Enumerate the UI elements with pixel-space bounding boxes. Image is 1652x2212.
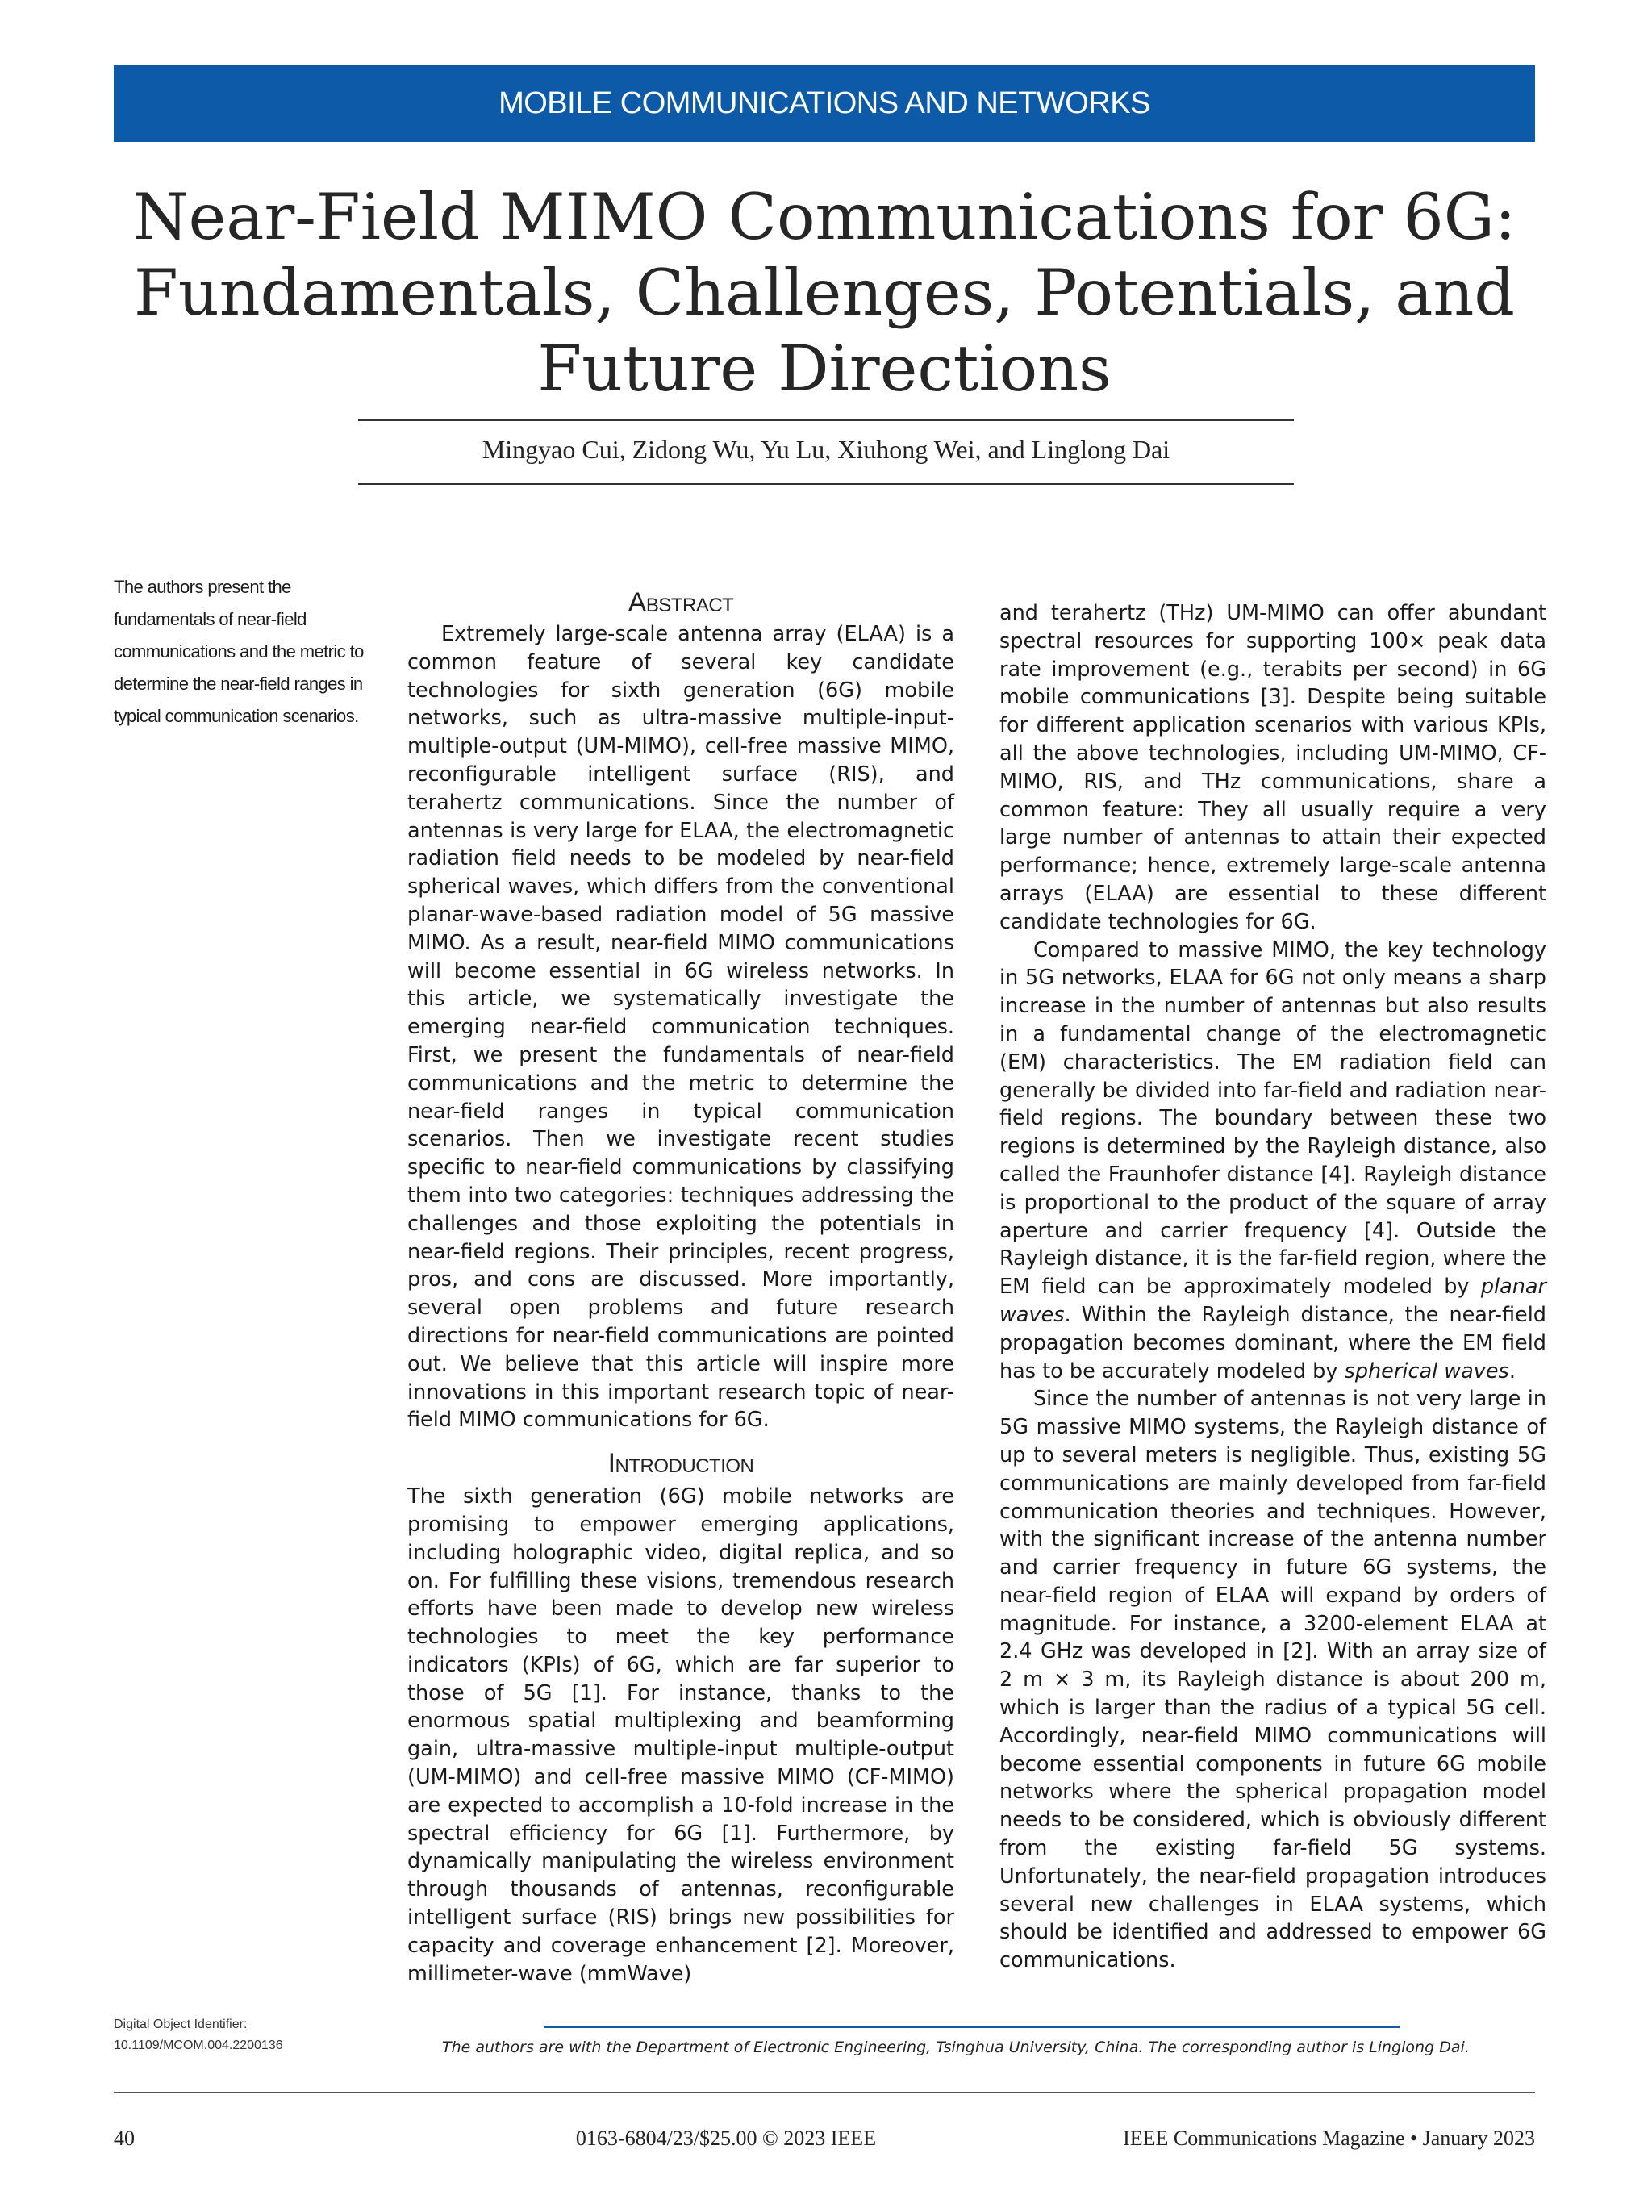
intro-paragraph-1-cont: and terahertz (THz) UM-MIMO can offer abundant spectral resources for supporting 100× peak data rate improvement (e.g., terabits per second) in 6G mobile communications [3]. Despite being suitable for different application scenarios with various KPIs, all the above technologies, including UM-MIMO, CF-MIMO, RIS, and THz communications, share a common feature: They all usually require a very large number of antennas to attain their expected performance; hence, extremely large-scale antenna arrays (ELAA) are essential to these different candidate technologies for 6G. (999, 601, 1546, 934)
doi-label: Digital Object Identifier: (114, 2018, 248, 2031)
intro-paragraph-2-a: Compared to massive MIMO, the key technology in 5G networks, ELAA for 6G not only means a sharp increase in the number of antennas but also results in a fundamental change of the electromagnetic (EM) characteristics. The EM radiation field can generally be divided into far-field and radiation near-field regions. The boundary between these two regions is determined by the Rayleigh distance, also called the Fraunhofer distance [4]. Rayleigh distance is proportional to the product of the square of array aperture and carrier frequency [4]. Outside the Rayleigh distance, it is the far-field region, where the EM field can be approximately modeled by (999, 937, 1546, 1300)
article-title (114, 179, 1535, 407)
author-affiliation-footnote: The authors are with the Department of Electronic Engineering, Tsinghua University, China. The corresponding author is Linglong Dai. (442, 2039, 1470, 2056)
title-line-1: Near-Field MIMO Communications for 6G: (132, 180, 1516, 254)
introduction-heading-text: Introduction (607, 1448, 754, 1480)
doi-value: 10.1109/MCOM.004.2200136 (114, 2039, 283, 2052)
doi-block (114, 2014, 323, 2056)
footnote-divider (544, 2026, 1400, 2028)
title-divider-bottom (358, 483, 1294, 485)
page-number: 40 (114, 2126, 135, 2150)
planar-waves-term: planar waves (999, 1275, 1546, 1327)
section-banner-label: MOBILE COMMUNICATIONS AND NETWORKS (499, 86, 1150, 120)
journal-issue: IEEE Communications Magazine • January 2023 (1123, 2126, 1535, 2150)
title-line-2: Fundamentals, Challenges, Potentials, and (134, 256, 1515, 330)
intro-paragraph-2-b: . Within the Rayleigh distance, the near-field propagation becomes dominant, where the EM field has to be accurately modeled by (999, 1302, 1546, 1384)
intro-paragraph-1: The sixth generation (6G) mobile networks are promising to empower emerging applications, including holographic video, digital replica, and so on. For fulfilling these visions, tremendous research efforts have been made to develop new wireless technologies to meet the key performance indicators (KPIs) of 6G, which are far superior to those of 5G [1]. For instance, thanks to the enormous spatial multiplexing and beamforming gain, ultra-massive multiple-input multiple-output (UM-MIMO) and cell-free massive MIMO (CF-MIMO) are expected to accomplish a 10-fold increase in the spectral efficiency for 6G [1]. Furthermore, by dynamically manipulating the wireless environment through thousands of antennas, reconfigurable intelligent surface (RIS) brings new possibilities for capacity and coverage enhancement [2]. Moreover, millimeter-wave (mmWave) (407, 1484, 954, 1986)
title-divider-top (358, 419, 1294, 421)
column-right (999, 599, 1546, 1975)
abstract-text: Extremely large-scale antenna array (ELAA) is a common feature of several key candidate technologies for sixth generation (6G) mobile networks, such as ultra-massive multiple-input-multiple-output (UM-MIMO), cell-free massive MIMO, reconfigurable intelligent surface (RIS), and terahertz communications. Since the number of antennas is very large for ELAA, the electromagnetic radiation field needs to be modeled by near-field spherical waves, which differs from the conventional planar-wave-based radiation model of 5G massive MIMO. As a result, near-field MIMO communications will become essential in 6G wireless networks. In this article, we systematically investigate the emerging near-field communication techniques. First, we present the fundamentals of near-field communications and the metric to determine the near-field ranges in typical communication scenarios. Then we investigate recent studies specific to near-field communications by classifying them into two categories: techniques addressing the challenges and those exploiting the potentials in near-field regions. Their principles, recent progress, pros, and cons are discussed. More importantly, several open problems and future research directions for near-field communications are pointed out. We believe that this article will inspire more innovations in this important research topic of near-field MIMO communications for 6G. (407, 622, 954, 1433)
title-line-3: Future Directions (537, 332, 1112, 406)
issn-copyright: 0163-6804/23/$25.00 © 2023 IEEE (575, 2126, 877, 2150)
intro-paragraph-2-c: . (1508, 1359, 1516, 1384)
intro-paragraph-3: Since the number of antennas is not very large in 5G massive MIMO systems, the Rayleigh distance of up to several meters is negligible. Thus, existing 5G communications are mainly developed from far-field communication theories and techniques. However, with the significant increase of the antenna number and carrier frequency in future 6G systems, the near-field region of ELAA will expand by orders of magnitude. For instance, a 3200-element ELAA at 2.4 GHz was developed in [2]. With an array size of 2 m × 3 m, its Rayleigh distance is about 200 m, which is larger than the radius of a typical 5G cell. Accordingly, near-field MIMO communications will become essential components in future 6G mobile networks where the spherical propagation model needs to be considered, which is obviously different from the existing far-field 5G systems. Unfortunately, the near-field propagation introduces several new challenges in ELAA systems, which should be identified and addressed to empower 6G communications. (999, 1387, 1546, 1973)
sidebar-summary: The authors present the fundamentals of near-field communications and the metric to determine the near-field ranges in typical communication scenarios. (114, 577, 364, 726)
abstract-heading-text: Abstract (628, 587, 734, 618)
section-banner (114, 65, 1535, 142)
intro-paragraph-2 (999, 937, 1546, 1386)
introduction-heading (407, 1446, 954, 1481)
author-list: Mingyao Cui, Zidong Wu, Yu Lu, Xiuhong Wei, and Linglong Dai (482, 435, 1170, 464)
abstract-heading (407, 585, 954, 620)
footer-divider (114, 2092, 1535, 2093)
spherical-waves-term: spherical waves (1344, 1359, 1509, 1384)
column-left (407, 585, 954, 1988)
